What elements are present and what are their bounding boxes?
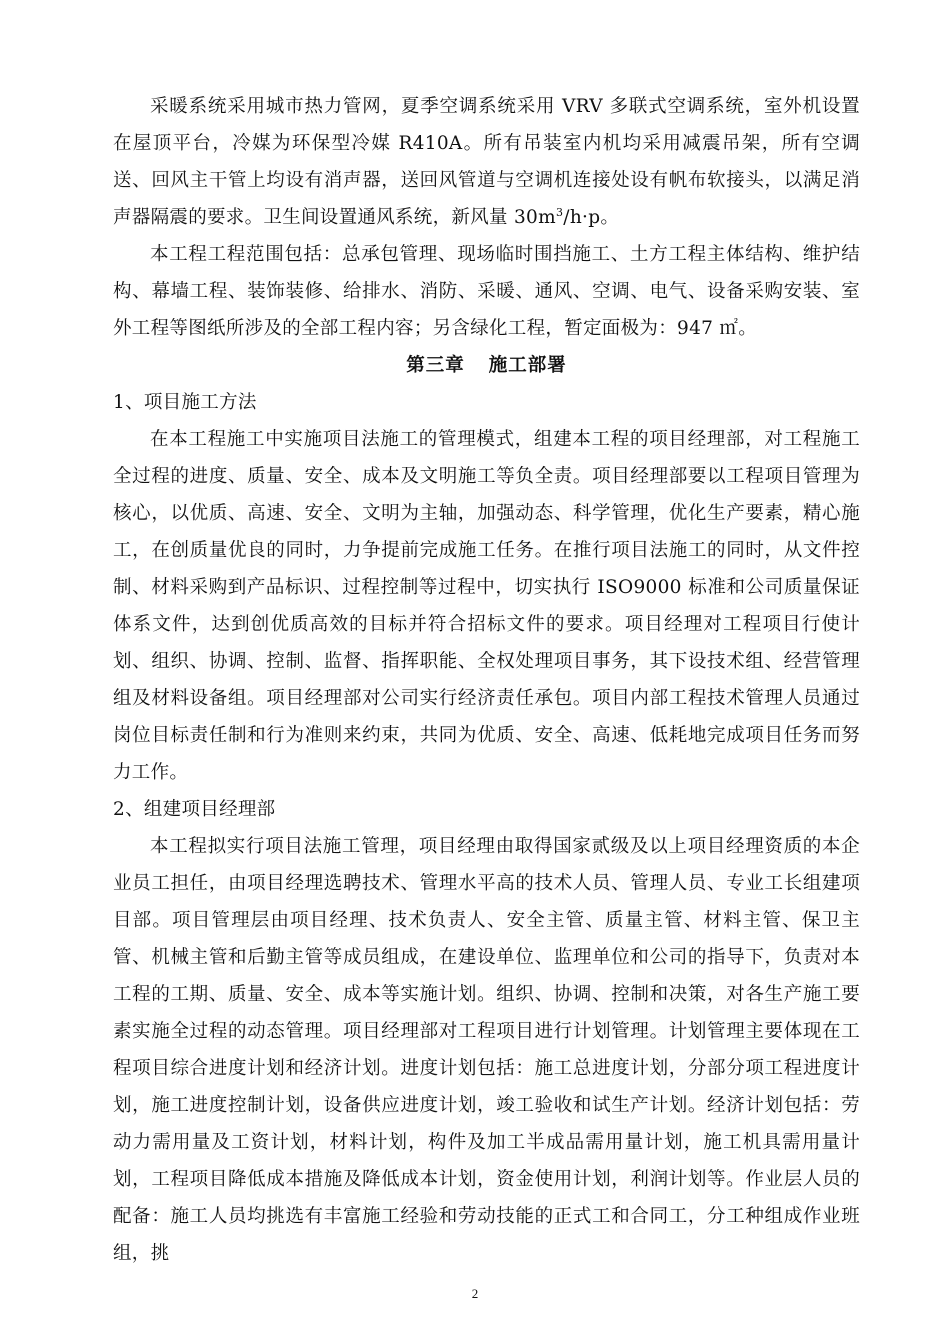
- hvac-text-end: /h·p。: [563, 207, 620, 228]
- hvac-text: 采暖系统采用城市热力管网，夏季空调系统采用 VRV 多联式空调系统，室外机设置在屋顶平台，冷媒为环保型冷媒 R410A。所有吊装室内机均采用减震吊架，所有空调送、回风主干管上均设有消声器，送回风管道与空调机连接处设有帆布软接头，以满足消声器隔震的要求。卫生间设置通风系统，新风量 30m: [113, 96, 860, 228]
- scope-paragraph: 本工程工程范围包括：总承包管理、现场临时围挡施工、土方工程主体结构、维护结构、幕墙工程、装饰装修、给排水、消防、采暖、通风、空调、电气、设备采购安装、室外工程等图纸所涉及的全部工程内容；另含绿化工程，暂定面极为：947 ㎡。: [113, 244, 860, 339]
- chapter-title: 施工部署: [488, 355, 567, 376]
- document-page: [113, 88, 860, 1272]
- section-paragraph-1: 在本工程施工中实施项目法施工的管理模式，组建本工程的项目经理部，对工程施工全过程的进度、质量、安全、成本及文明施工等负全责。项目经理部要以工程项目管理为核心，以优质、高速、安全、文明为主轴，加强动态、科学管理，优化生产要素，精心施工，在创质量优良的同时，力争提前完成施工任务。在推行项目法施工的同时，从文件控制、材料采购到产品标识、过程控制等过程中，切实执行 ISO9000 标准和公司质量保证体系文件，达到创优质高效的目标并符合招标文件的要求。项目经理对工程项目行使计划、组织、协调、控制、监督、指挥职能、全权处理项目事务，其下设技术组、经营管理组及材料设备组。项目经理部对公司实行经济责任承包。项目内部工程技术管理人员通过岗位目标责任制和行为准则来约束，共同为优质、安全、高速、低耗地完成项目任务而努力工作。: [113, 429, 860, 783]
- page-number: 2: [471, 1286, 479, 1301]
- chapter-number: 第三章: [406, 355, 465, 376]
- section-heading-1: 1、项目施工方法: [113, 392, 257, 413]
- hvac-paragraph: [113, 88, 860, 236]
- chapter-heading: [113, 347, 860, 384]
- cubic-superscript: 3: [555, 205, 564, 219]
- section-heading-2: 2、组建项目经理部: [113, 799, 276, 820]
- section-paragraph-2: 本工程拟实行项目法施工管理，项目经理由取得国家贰级及以上项目经理资质的本企业员工担任，由项目经理选聘技术、管理水平高的技术人员、管理人员、专业工长组建项目部。项目管理层由项目经理、技术负责人、安全主管、质量主管、材料主管、保卫主管、机械主管和后勤主管等成员组成，在建设单位、监理单位和公司的指导下，负责对本工程的工期、质量、安全、成本等实施计划。组织、协调、控制和决策，对各生产施工要素实施全过程的动态管理。项目经理部对工程项目进行计划管理。计划管理主要体现在工程项目综合进度计划和经济计划。进度计划包括：施工总进度计划，分部分项工程进度计划，施工进度控制计划，设备供应进度计划，竣工验收和试生产计划。经济计划包括：劳动力需用量及工资计划，材料计划，构件及加工半成品需用量计划，施工机具需用量计划，工程项目降低成本措施及降低成本计划，资金使用计划，利润计划等。作业层人员的配备：施工人员均挑选有丰富施工经验和劳动技能的正式工和合同工，分工种组成作业班组，挑: [113, 836, 860, 1264]
